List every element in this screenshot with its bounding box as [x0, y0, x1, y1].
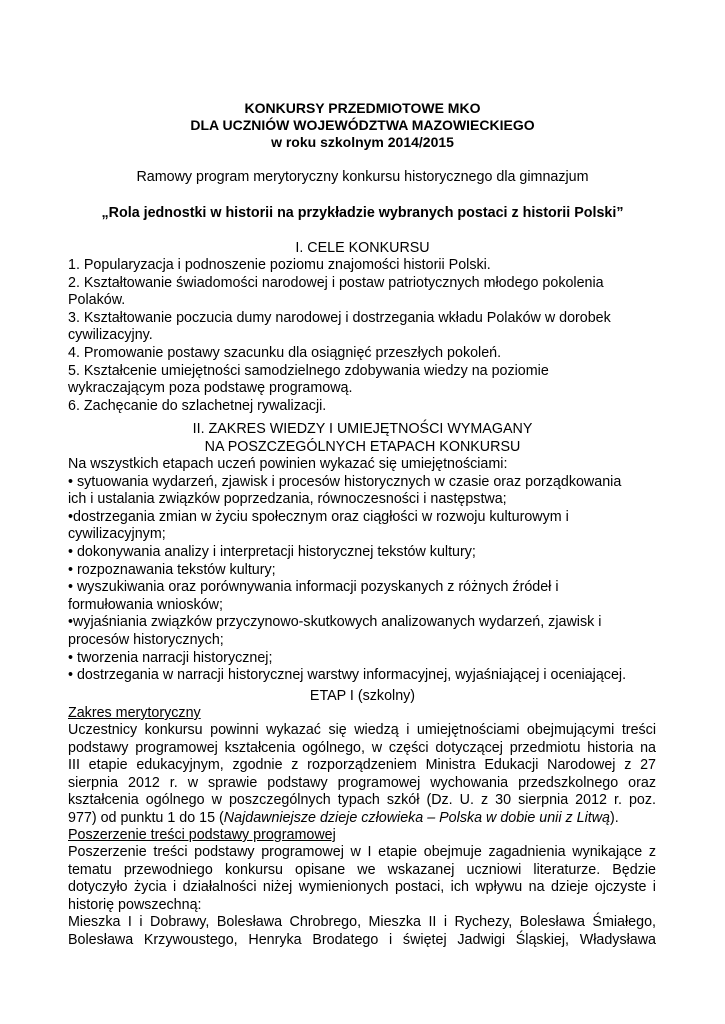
list-item: 5. Kształcenie umiejętności samodzielnego zdobywania wiedzy na poziomie [68, 362, 549, 379]
paragraph-line: podstawy programowej kształcenia ogólnego, w części dotyczącej przedmiotu historia na [68, 739, 656, 756]
list-item: cywilizacyjny. [68, 327, 153, 344]
paragraph-line: historię powszechną: [68, 896, 202, 913]
program-subtitle: Ramowy program merytoryczny konkursu historycznego dla gimnazjum [136, 169, 589, 185]
paragraph-line: tematu przewodniego konkursu opisane we wskazanej uczniowi literaturze. Będzie [68, 861, 656, 878]
list-item: formułowania wniosków; [68, 596, 223, 613]
list-item: 3. Kształtowanie poczucia dumy narodowej i dostrzegania wkładu Polaków w dorobek [68, 309, 611, 326]
section-1-list [68, 257, 658, 415]
list-item: • dokonywania analizy i interpretacji historycznej tekstów kultury; [68, 543, 476, 560]
list-item: 2. Kształtowanie świadomości narodowej i postaw patriotycznych młodego pokolenia [68, 274, 604, 291]
list-item: cywilizacyjnym; [68, 526, 166, 543]
list-item: • tworzenia narracji historycznej; [68, 649, 273, 666]
poszerzenie-label: Poszerzenie treści podstawy programowej [68, 827, 336, 843]
list-item: ich i ustalania związków poprzedzania, równoczesności i następstwa; [68, 491, 507, 508]
list-item: 6. Zachęcanie do szlachetnej rywalizacji. [68, 397, 327, 414]
paragraph-line: kształcenia ogólnego w poszczególnych typach szkół (Dz. U. z 30 sierpnia 2012 r. poz. [68, 792, 656, 809]
header-line-1: KONKURSY PRZEDMIOTOWE MKO [244, 100, 481, 116]
paragraph-line: Bolesława Krzywoustego, Henryka Brodatego i świętej Jadwigi Śląskiej, Władysława [68, 931, 656, 948]
zakres-paragraph [68, 722, 656, 828]
section-2-heading [0, 421, 725, 456]
paragraph-text: 977) od punktu 1 do 15 ( [68, 809, 224, 826]
list-item: 4. Promowanie postawy szacunku dla osiągnięć przeszłych pokoleń. [68, 344, 502, 361]
header-line-3: w roku szkolnym 2014/2015 [271, 134, 454, 150]
list-item: • sytuowania wydarzeń, zjawisk i procesów historycznych w czasie oraz porządkowania [68, 473, 622, 490]
list-item: procesów historycznych; [68, 631, 224, 648]
list-item: Polaków. [68, 292, 126, 309]
poszerzenie-paragraph [68, 844, 656, 950]
paragraph-line: III etapie edukacyjnym, zgodnie z rozporządzeniem Ministra Edukacji Narodowej z 27 [68, 757, 656, 774]
list-item: • wyszukiwania oraz porównywania informacji pozyskanych z różnych źródeł i [68, 579, 559, 596]
section-2-list [68, 456, 658, 685]
contest-theme: „Rola jednostki w historii na przykładzie wybranych postaci z historii Polski” [101, 205, 624, 221]
list-item: wykraczającym poza podstawę programową. [68, 380, 353, 397]
list-item: • dostrzegania w narracji historycznej warstwy informacyjnej, wyjaśniającej i oceniającej. [68, 667, 627, 684]
paragraph-line: Poszerzenie treści podstawy programowej w I etapie obejmuje zagadnienia wynikające z [68, 844, 656, 860]
zakres-label: Zakres merytoryczny [68, 705, 201, 721]
paragraph-line-last [68, 810, 656, 828]
paragraph-text: ). [610, 809, 619, 826]
list-item: • rozpoznawania tekstów kultury; [68, 561, 276, 578]
document-header [0, 100, 725, 151]
section-2-heading-line-1: II. ZAKRES WIEDZY I UMIEJĘTNOŚCI WYMAGANY [192, 421, 533, 437]
paragraph-line: Mieszka I i Dobrawy, Bolesława Chrobrego, Mieszka II i Rychezy, Bolesława Śmiałego, [68, 914, 656, 931]
list-item: 1. Popularyzacja i podnoszenie poziomu znajomości historii Polski. [68, 257, 491, 273]
header-line-2: DLA UCZNIÓW WOJEWÓDZTWA MAZOWIECKIEGO [190, 117, 535, 133]
paragraph-line: sierpnia 2012 r. w sprawie podstawy programowej wychowania przedszkolnego oraz [68, 774, 656, 791]
paragraph-line: dotyczyło życia i działalności niżej wymienionych postaci, ich wpływu na dzieje ojczyste i [68, 879, 656, 896]
list-item: Na wszystkich etapach uczeń powinien wykazać się umiejętnościami: [68, 456, 508, 472]
list-item: •wyjaśniania związków przyczynowo-skutkowych analizowanych wydarzeń, zjawisk i [68, 614, 602, 631]
list-item: •dostrzegania zmian w życiu społecznym oraz ciągłości w rozwoju kulturowym i [68, 508, 569, 525]
section-1-heading: I. CELE KONKURSU [295, 240, 430, 256]
section-2-heading-line-2: NA POSZCZEGÓLNYCH ETAPACH KONKURSU [204, 438, 521, 455]
etap-1-heading: ETAP I (szkolny) [309, 688, 416, 704]
paragraph-italic-text: Najdawniejsze dzieje człowieka – Polska w dobie unii z Litwą [223, 809, 611, 826]
paragraph-line: Uczestnicy konkursu powinni wykazać się wiedzą i umiejętnościami obejmującymi treści [68, 722, 656, 738]
